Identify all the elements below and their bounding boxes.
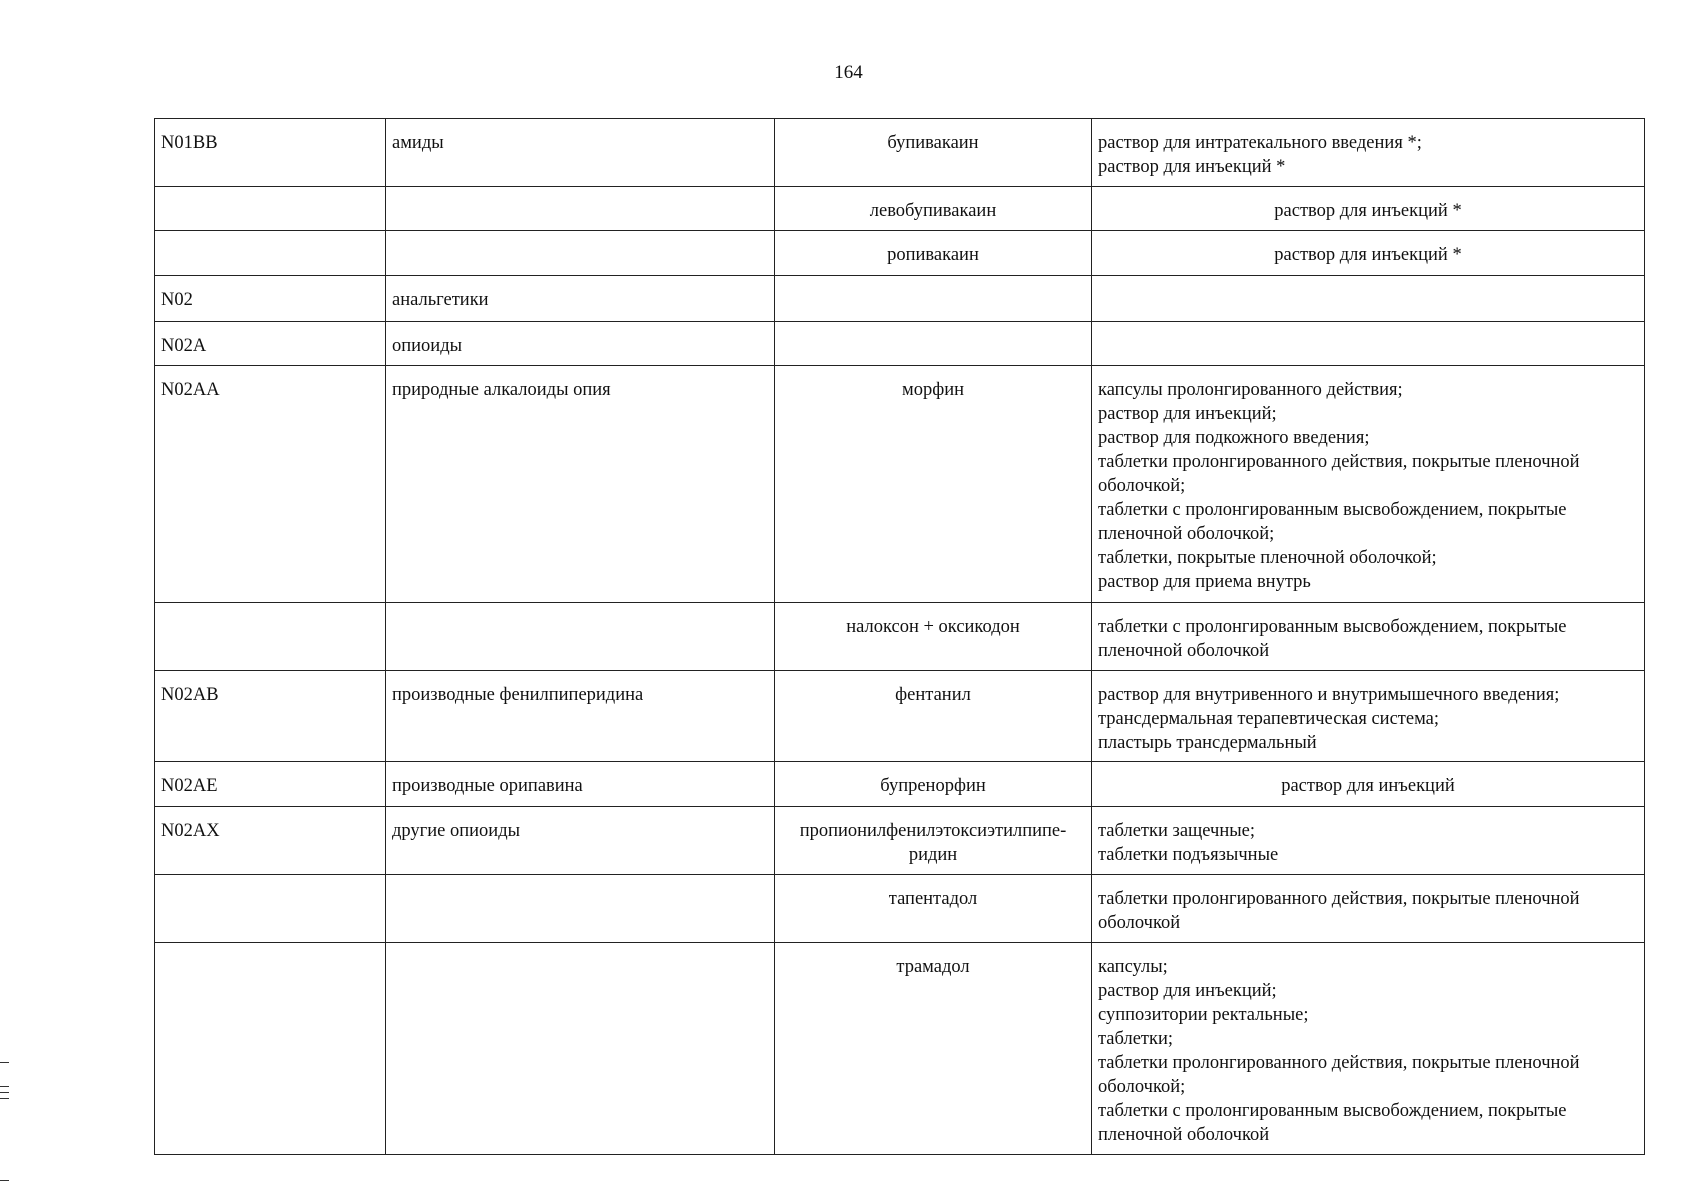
- margin-mark: [0, 1098, 9, 1099]
- atc-code-cell: N02AA: [155, 366, 386, 603]
- dosage-form-item: раствор для инъекций;: [1098, 981, 1277, 1001]
- dosage-forms-cell: [1092, 603, 1645, 671]
- atc-code-cell: [155, 603, 386, 671]
- pharmacological-group-cell: другие опиоиды: [386, 807, 775, 875]
- table-row: [155, 231, 1645, 276]
- drug-name-cell: фентанил: [775, 671, 1092, 762]
- pharmacological-group-cell: производные орипавина: [386, 762, 775, 807]
- dosage-form-item: раствор для подкожного введения;: [1098, 428, 1370, 448]
- atc-code-cell: [155, 875, 386, 943]
- dosage-forms-cell: [1092, 322, 1645, 366]
- atc-code-cell: [155, 187, 386, 231]
- pharmacological-group-cell: анальгетики: [386, 276, 775, 322]
- table-row: [155, 943, 1645, 1155]
- atc-code-cell: N02: [155, 276, 386, 322]
- dosage-form-item: трансдермальная терапевтическая система;: [1098, 709, 1440, 729]
- dosage-form-item: таблетки с пролонгированным высвобождением, покрытые пленочной оболочкой: [1098, 617, 1567, 661]
- dosage-form-item: раствор для инъекций;: [1098, 404, 1277, 424]
- atc-code-cell: N01BB: [155, 119, 386, 187]
- dosage-forms-cell: [1092, 762, 1645, 807]
- table-row: [155, 807, 1645, 875]
- pharmacological-group-cell: [386, 875, 775, 943]
- atc-code-cell: [155, 943, 386, 1155]
- pharmacological-group-cell: [386, 187, 775, 231]
- dosage-form-item: таблетки с пролонгированным высвобождением, покрытые пленочной оболочкой;: [1098, 500, 1567, 544]
- dosage-form-item: таблетки защечные;: [1098, 821, 1256, 841]
- atc-code-cell: N02AB: [155, 671, 386, 762]
- dosage-forms-cell: [1092, 276, 1645, 322]
- dosage-form-item: суппозитории ректальные;: [1098, 1005, 1309, 1025]
- dosage-form-item: капсулы пролонгированного действия;: [1098, 380, 1403, 400]
- table-body: [155, 119, 1645, 1155]
- drug-name-cell: налоксон + оксикодон: [775, 603, 1092, 671]
- dosage-form-item: таблетки с пролонгированным высвобождением, покрытые пленочной оболочкой: [1098, 1101, 1567, 1145]
- table-row: [155, 322, 1645, 366]
- dosage-forms-cell: [1092, 231, 1645, 276]
- drug-name-cell: трамадол: [775, 943, 1092, 1155]
- pharmacological-group-cell: производные фенилпиперидина: [386, 671, 775, 762]
- dosage-form-item: пластырь трансдермальный: [1098, 733, 1317, 753]
- dosage-form-item: капсулы;: [1098, 957, 1168, 977]
- table-row: [155, 603, 1645, 671]
- table-row: [155, 671, 1645, 762]
- margin-mark: [0, 1086, 9, 1087]
- dosage-form-item: раствор для инъекций *: [1274, 201, 1462, 221]
- drug-name-cell: ропивакаин: [775, 231, 1092, 276]
- drug-name-cell: [775, 322, 1092, 366]
- dosage-form-item: раствор для инъекций: [1281, 776, 1455, 796]
- dosage-form-item: раствор для инъекций *: [1274, 245, 1462, 265]
- drug-name-cell: бупивакаин: [775, 119, 1092, 187]
- atc-code-cell: N02A: [155, 322, 386, 366]
- dosage-forms-cell: [1092, 807, 1645, 875]
- dosage-form-item: раствор для внутривенного и внутримышечного введения;: [1098, 685, 1560, 705]
- dosage-form-item: раствор для приема внутрь: [1098, 572, 1311, 592]
- drug-name-cell: левобупивакаин: [775, 187, 1092, 231]
- dosage-form-item: таблетки подъязычные: [1098, 845, 1279, 865]
- dosage-form-item: таблетки;: [1098, 1029, 1174, 1049]
- table-row: [155, 762, 1645, 807]
- drug-name-cell: [775, 276, 1092, 322]
- dosage-form-item: раствор для инъекций *: [1098, 157, 1286, 177]
- dosage-forms-cell: [1092, 187, 1645, 231]
- pharmacological-group-cell: [386, 603, 775, 671]
- dosage-form-item: таблетки пролонгированного действия, покрытые пленочной оболочкой;: [1098, 1053, 1580, 1097]
- pharmacological-group-cell: природные алкалоиды опия: [386, 366, 775, 603]
- drug-name-cell: тапентадол: [775, 875, 1092, 943]
- pharmacological-group-cell: [386, 943, 775, 1155]
- page-number: 164: [834, 62, 863, 83]
- dosage-form-item: раствор для интратекального введения *;: [1098, 133, 1422, 153]
- atc-code-cell: N02AE: [155, 762, 386, 807]
- dosage-forms-cell: [1092, 943, 1645, 1155]
- table-row: [155, 875, 1645, 943]
- drug-name-cell: морфин: [775, 366, 1092, 603]
- table-row: [155, 119, 1645, 187]
- dosage-form-item: таблетки пролонгированного действия, покрытые пленочной оболочкой: [1098, 889, 1580, 933]
- atc-code-cell: [155, 231, 386, 276]
- pharmacological-group-cell: опиоиды: [386, 322, 775, 366]
- drug-name-cell: пропионилфенилэтоксиэтилпипе-ридин: [775, 807, 1092, 875]
- pharmacological-group-cell: [386, 231, 775, 276]
- dosage-form-item: таблетки, покрытые пленочной оболочкой;: [1098, 548, 1437, 568]
- dosage-forms-cell: [1092, 119, 1645, 187]
- margin-mark: [0, 1180, 9, 1181]
- drug-table: [154, 118, 1645, 1155]
- pharmacological-group-cell: амиды: [386, 119, 775, 187]
- dosage-form-item: таблетки пролонгированного действия, покрытые пленочной оболочкой;: [1098, 452, 1580, 496]
- table-row: [155, 187, 1645, 231]
- margin-mark: [0, 1092, 9, 1093]
- atc-code-cell: N02AX: [155, 807, 386, 875]
- table-row: [155, 276, 1645, 322]
- dosage-forms-cell: [1092, 875, 1645, 943]
- dosage-forms-cell: [1092, 366, 1645, 603]
- dosage-forms-cell: [1092, 671, 1645, 762]
- table-row: [155, 366, 1645, 603]
- drug-name-cell: бупренорфин: [775, 762, 1092, 807]
- margin-mark: [0, 1062, 9, 1063]
